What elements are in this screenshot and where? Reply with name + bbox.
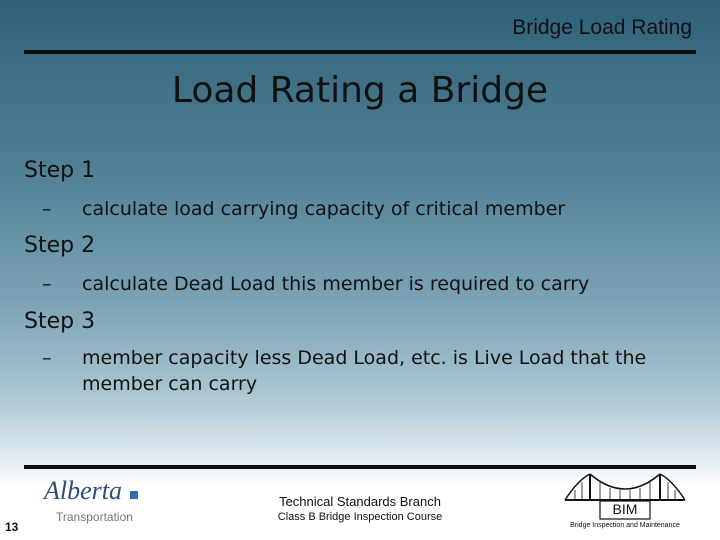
step-1-detail: calculate load carrying capacity of critical member: [82, 198, 566, 220]
step-1-detail-row: [42, 196, 682, 222]
bottom-rule: [24, 465, 696, 469]
step-2-detail: calculate Dead Load this member is required to carry: [82, 273, 590, 295]
step-3-detail: member capacity less Dead Load, etc. is Live Load that the member can carry: [82, 347, 647, 395]
step-1-label: Step 1: [24, 158, 96, 183]
dash-bullet: –: [42, 198, 52, 220]
top-rule: [24, 50, 696, 54]
header-title: Bridge Load Rating: [512, 16, 692, 39]
footer-org-line1: Technical Standards Branch: [279, 494, 441, 509]
step-2-label: Step 2: [24, 233, 96, 258]
logo-square-icon: [130, 491, 138, 499]
footer-org-line2: Class B Bridge Inspection Course: [277, 511, 443, 523]
dash-bullet: –: [42, 273, 52, 295]
bim-logo: [560, 470, 690, 532]
logo-subtitle: Transportation: [56, 510, 133, 524]
bim-full-name: Bridge Inspection and Maintenance: [570, 522, 680, 529]
alberta-logo: [44, 476, 154, 530]
page-number: 13: [5, 520, 19, 534]
logo-wordmark: Alberta: [44, 476, 122, 505]
bim-abbreviation: BIM: [612, 501, 638, 517]
step-3-label: Step 3: [24, 309, 96, 334]
step-2-detail-row: [42, 271, 682, 297]
slide-title: Load Rating a Bridge: [171, 70, 549, 111]
step-3-detail-row: [42, 345, 682, 397]
dash-bullet: –: [42, 347, 52, 369]
